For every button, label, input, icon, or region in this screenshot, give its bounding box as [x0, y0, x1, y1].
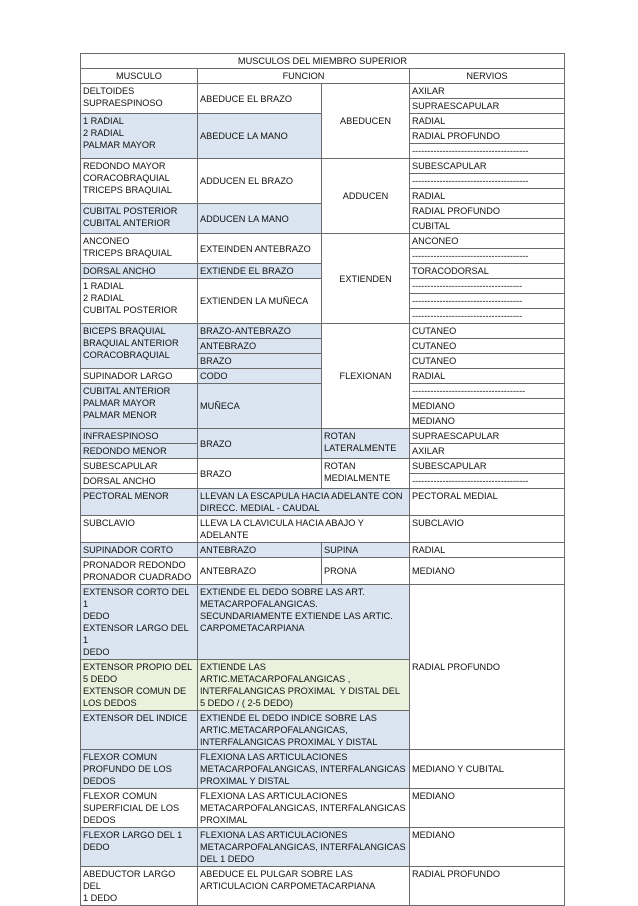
- table-cell: EXTENSOR DEL INDICE: [81, 711, 198, 750]
- table-cell: REDONDO MAYOR CORACOBRAQUIAL TRICEPS BRAQUIAL: [81, 159, 198, 204]
- table-cell: ADDUCEN EL BRAZO: [198, 159, 322, 204]
- table-cell: CODO: [198, 369, 322, 384]
- table-cell: SUPINADOR LARGO: [81, 369, 198, 384]
- table-cell: ABEDUCTOR LARGO DEL 1 DEDO: [81, 867, 198, 906]
- table-row: [81, 489, 565, 516]
- table-row: [81, 867, 565, 906]
- table-cell: EXTIENDE EL DEDO INDICE SOBRE LAS ARTIC.METACARPOFALANGICAS, INTERFALANGICAS PROXIMAL Y DISTAL: [198, 711, 410, 750]
- table-cell: ADDUCEN LA MANO: [198, 204, 322, 234]
- table-cell: ------------------------------------: [410, 279, 565, 294]
- table-cell: REDONDO MENOR: [81, 444, 198, 459]
- table-cell: PRONA: [322, 558, 410, 585]
- table-title: MUSCULOS DEL MIEMBRO SUPERIOR: [81, 54, 565, 69]
- table-cell: SUPRAESCAPULAR: [410, 429, 565, 444]
- table-cell: SUBESCAPULAR: [410, 159, 565, 174]
- table-cell: --------------------------------------: [410, 174, 565, 189]
- table-cell: RADIAL PROFUNDO: [410, 867, 565, 906]
- table-cell: --------------------------------------: [410, 474, 565, 489]
- table-cell: EXTIENDEN: [322, 234, 410, 324]
- table-row: [81, 324, 565, 339]
- table-cell: CUTANEO: [410, 339, 565, 354]
- table-row: [81, 543, 565, 558]
- table-cell: --------------------------------------: [410, 144, 565, 159]
- table-cell: SUPRAESCAPULAR: [410, 99, 565, 114]
- table-cell: EXTENSOR CORTO DEL 1 DEDO EXTENSOR LARGO DEL 1 DEDO: [81, 585, 198, 660]
- muscles-table-body: [81, 54, 565, 906]
- table-row: [81, 159, 565, 174]
- table-cell: EXTIENDE EL DEDO SOBRE LAS ART. METACARPOFALANGICAS. SECUNDARIAMENTE EXTIENDE LAS ARTIC. CARPOMETACARPIANA: [198, 585, 410, 660]
- table-cell: BICEPS BRAQUIAL BRAQUIAL ANTERIOR CORACOBRAQUIAL: [81, 324, 198, 369]
- table-row: [81, 585, 565, 660]
- table-cell: DELTOIDES SUPRAESPINOSO: [81, 84, 198, 114]
- table-cell: --------------------------------------: [410, 249, 565, 264]
- header-row: [81, 69, 565, 84]
- table-cell: ANTEBRAZO: [198, 339, 322, 354]
- table-cell: ------------------------------------: [410, 309, 565, 324]
- table-cell: SUBESCAPULAR: [410, 459, 565, 474]
- table-row: [81, 234, 565, 249]
- table-cell: SUPINADOR CORTO: [81, 543, 198, 558]
- table-cell: MEDIANO: [410, 558, 565, 585]
- header-musculo: MUSCULO: [81, 69, 198, 84]
- table-cell: RADIAL: [410, 114, 565, 129]
- muscles-table: [80, 53, 565, 906]
- table-cell: RADIAL: [410, 543, 565, 558]
- table-cell: INFRAESPINOSO: [81, 429, 198, 444]
- table-cell: RADIAL PROFUNDO: [410, 204, 565, 219]
- table-cell: MEDIANO: [410, 828, 565, 867]
- table-row: [81, 84, 565, 99]
- table-cell: BRAZO: [198, 354, 322, 369]
- table-cell: RADIAL PROFUNDO: [410, 129, 565, 144]
- table-cell: ANTEBRAZO: [198, 543, 322, 558]
- table-cell: DORSAL ANCHO: [81, 264, 198, 279]
- table-cell: MUÑECA: [198, 384, 322, 429]
- table-row: [81, 459, 565, 474]
- table-cell: EXTENSOR PROPIO DEL 5 DEDO EXTENSOR COMUN DE LOS DEDOS: [81, 660, 198, 711]
- table-cell: LLEVA LA CLAVICULA HACIA ABAJO Y ADELANTE: [198, 516, 410, 543]
- table-cell: ABEDUCE EL BRAZO: [198, 84, 322, 114]
- table-cell: LLEVAN LA ESCAPULA HACIA ADELANTE CON DIRECC. MEDIAL - CAUDAL: [198, 489, 410, 516]
- table-cell: ADDUCEN: [322, 159, 410, 234]
- header-nervios: NERVIOS: [410, 69, 565, 84]
- table-row: [81, 789, 565, 828]
- table-cell: DORSAL ANCHO: [81, 474, 198, 489]
- table-cell: FLEXOR LARGO DEL 1 DEDO: [81, 828, 198, 867]
- table-cell: BRAZO: [198, 459, 322, 489]
- header-funcion: FUNCION: [198, 69, 410, 84]
- table-cell: FLEXIONA LAS ARTICULACIONES METACARPOFALANGICAS, INTERFALANGICAS DEL 1 DEDO: [198, 828, 410, 867]
- table-cell: FLEXOR COMUN PROFUNDO DE LOS DEDOS: [81, 750, 198, 789]
- table-cell: BRAZO-ANTEBRAZO: [198, 324, 322, 339]
- table-row: [81, 558, 565, 585]
- table-cell: MEDIANO: [410, 414, 565, 429]
- table-row: [81, 828, 565, 867]
- table-cell: RADIAL PROFUNDO: [410, 585, 565, 750]
- table-cell: CUBITAL ANTERIOR PALMAR MAYOR PALMAR MENOR: [81, 384, 198, 429]
- table-cell: EXTEINDEN ANTEBRAZO: [198, 234, 322, 264]
- table-cell: MEDIANO: [410, 789, 565, 828]
- table-cell: ABEDUCEN: [322, 84, 410, 159]
- table-cell: ROTAN LATERALMENTE: [322, 429, 410, 459]
- table-cell: ABEDUCE EL PULGAR SOBRE LAS ARTICULACION CARPOMETACARPIANA: [198, 867, 410, 906]
- table-cell: TORACODORSAL: [410, 264, 565, 279]
- table-cell: PECTORAL MENOR: [81, 489, 198, 516]
- table-cell: EXTIENDE LAS ARTIC.METACARPOFALANGICAS , INTERFALANGICAS PROXIMAL Y DISTAL DEL 5 DEDO / ( 2-5 DEDO): [198, 660, 410, 711]
- table-cell: SUBCLAVIO: [410, 516, 565, 543]
- table-cell: SUBCLAVIO: [81, 516, 198, 543]
- table-cell: FLEXIONAN: [322, 324, 410, 429]
- table-cell: CUTANEO: [410, 354, 565, 369]
- table-cell: AXILAR: [410, 84, 565, 99]
- table-cell: BRAZO: [198, 429, 322, 459]
- table-cell: ANCONEO: [410, 234, 565, 249]
- table-row: [81, 516, 565, 543]
- title-row: [81, 54, 565, 69]
- table-cell: ROTAN MEDIALMENTE: [322, 459, 410, 489]
- table-cell: RADIAL: [410, 369, 565, 384]
- table-cell: PECTORAL MEDIAL: [410, 489, 565, 516]
- table-cell: FLEXIONA LAS ARTICULACIONES METACARPOFALANGICAS, INTERFALANGICAS PROXIMAL: [198, 789, 410, 828]
- table-cell: CUTANEO: [410, 324, 565, 339]
- table-cell: ANCONEO TRICEPS BRAQUIAL: [81, 234, 198, 264]
- table-cell: FLEXIONA LAS ARTICULACIONES METACARPOFALANGICAS, INTERFALANGICAS PROXIMAL Y DISTAL: [198, 750, 410, 789]
- table-cell: 1 RADIAL 2 RADIAL PALMAR MAYOR: [81, 114, 198, 159]
- table-cell: -------------------------------------: [410, 384, 565, 399]
- table-cell: MEDIANO: [410, 399, 565, 414]
- table-cell: SUBESCAPULAR: [81, 459, 198, 474]
- table-cell: SUPINA: [322, 543, 410, 558]
- table-cell: ABEDUCE LA MANO: [198, 114, 322, 159]
- table-cell: EXTIENDEN LA MUÑECA: [198, 279, 322, 324]
- table-row: [81, 750, 565, 789]
- table-cell: CUBITAL: [410, 219, 565, 234]
- table-cell: CUBITAL POSTERIOR CUBITAL ANTERIOR: [81, 204, 198, 234]
- table-row: [81, 429, 565, 444]
- table-cell: FLEXOR COMUN SUPERFICIAL DE LOS DEDOS: [81, 789, 198, 828]
- table-cell: RADIAL: [410, 189, 565, 204]
- table-cell: EXTIENDE EL BRAZO: [198, 264, 322, 279]
- table-cell: AXILAR: [410, 444, 565, 459]
- table-cell: PRONADOR REDONDO PRONADOR CUADRADO: [81, 558, 198, 585]
- table-cell: ------------------------------------: [410, 294, 565, 309]
- table-cell: MEDIANO Y CUBITAL: [410, 750, 565, 789]
- table-cell: 1 RADIAL 2 RADIAL CUBITAL POSTERIOR: [81, 279, 198, 324]
- table-cell: ANTEBRAZO: [198, 558, 322, 585]
